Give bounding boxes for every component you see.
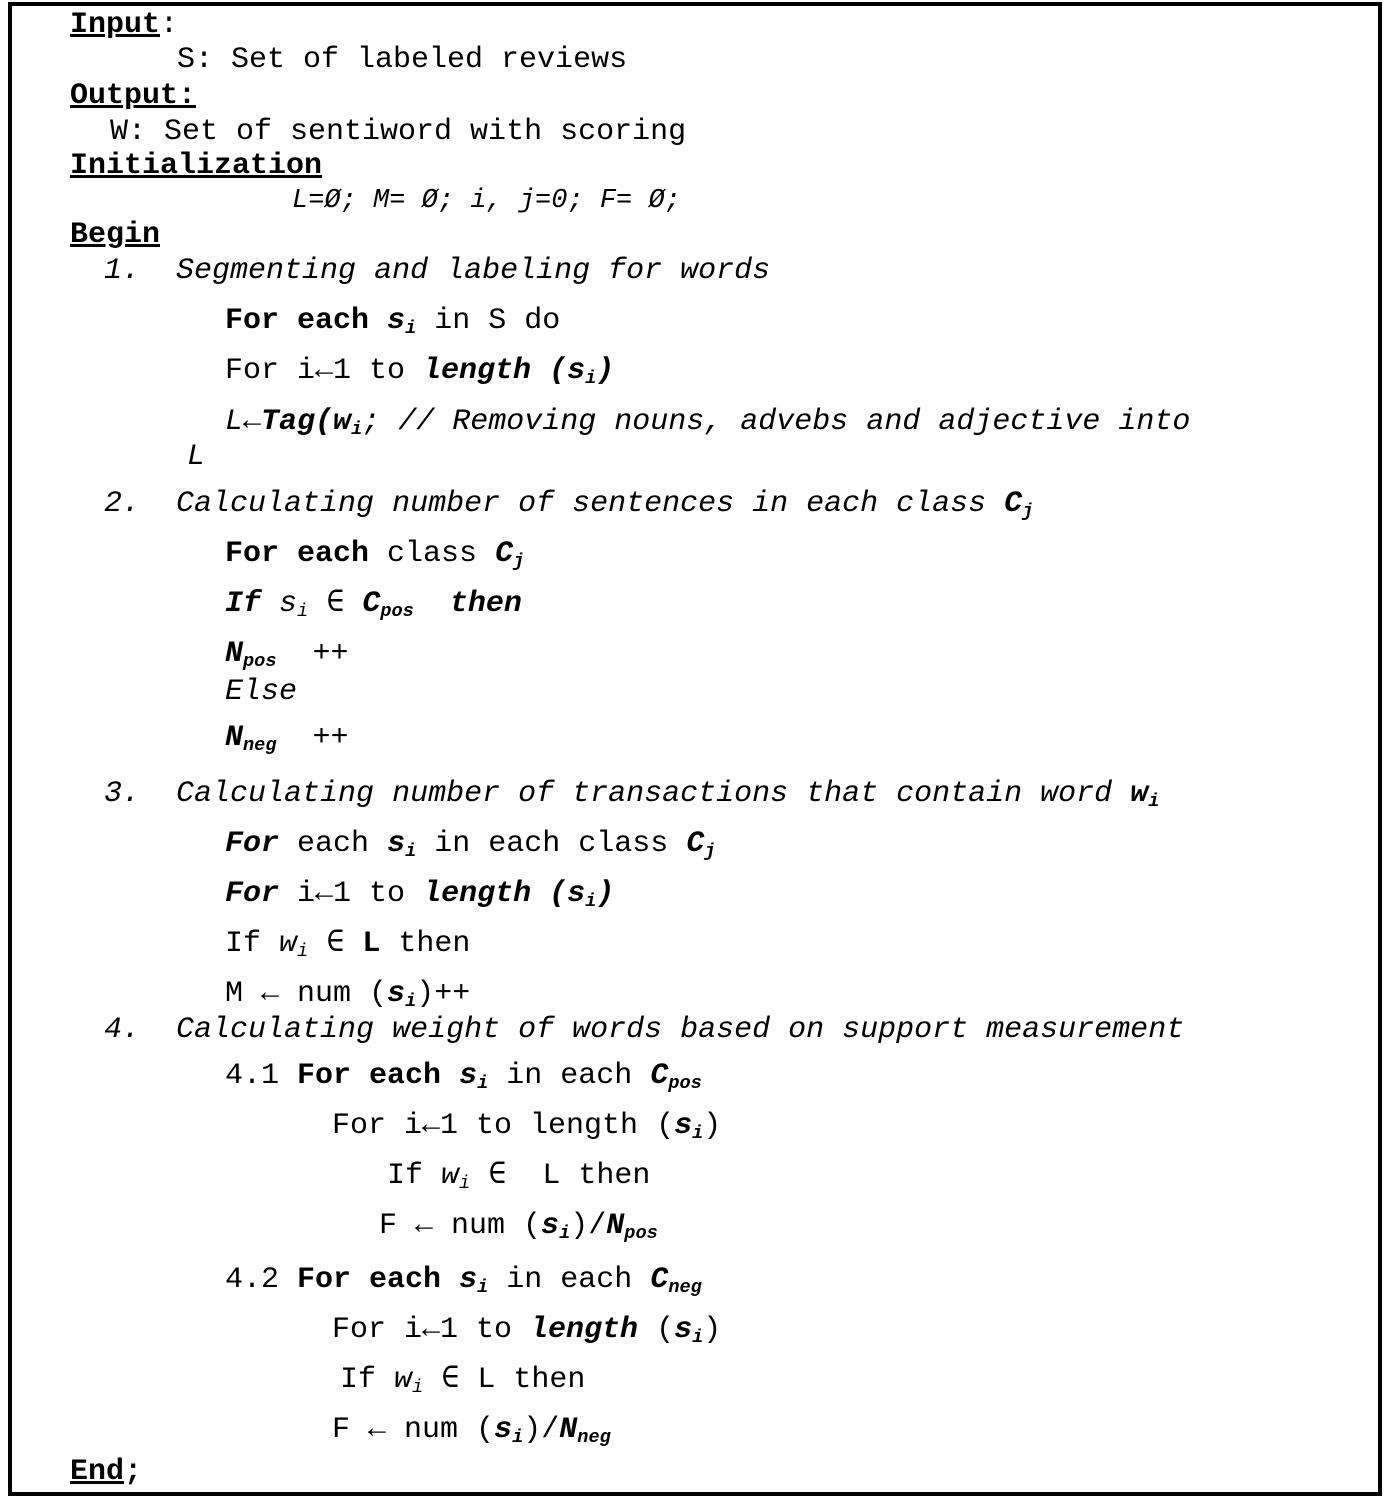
var-s-i: $s_i$ <box>387 304 417 340</box>
var-s-i: $s_i$ <box>459 1059 489 1095</box>
step-4-title: Calculating weight of words based on support measurement <box>176 1013 1185 1047</box>
var-n-pos: $N_{pos}$ <box>225 637 277 673</box>
for-i-to: For i←1 to <box>332 1313 513 1347</box>
step-4-2-number: 4.2 <box>225 1263 280 1297</box>
var-s-i: $s_i$ <box>279 587 309 623</box>
var-s-i: $s_i$ <box>387 827 417 863</box>
divide-symbol: / <box>541 1413 560 1447</box>
tag-comment: ; // Removing nouns, advebs and adjective into <box>362 405 1191 439</box>
then-keyword: then <box>578 1159 651 1193</box>
var-n-pos: $N_{pos}$ <box>606 1209 658 1245</box>
class-keyword: class <box>387 537 478 571</box>
var-s-i: $s_i$ <box>541 1209 571 1245</box>
for-each-keyword: For each <box>297 1059 442 1093</box>
step-2-line-3 <box>225 637 349 679</box>
step-3-line-4: M ← num $(s_i)++$ <box>225 977 471 1013</box>
then-keyword: then <box>449 587 522 621</box>
var-c-j: $C_j$ <box>1004 487 1034 523</box>
step-3 <box>104 777 1159 819</box>
step-4-1 <box>225 1059 702 1101</box>
step-4-2-line-3 <box>340 1363 585 1405</box>
var-w-i: $w_i$ <box>1130 777 1160 813</box>
if-keyword: If <box>225 927 262 961</box>
output-value: W: Set of sentiword with scoring <box>110 115 687 149</box>
for-each-keyword: For each <box>225 537 370 571</box>
step-3-number: 3. <box>104 777 141 811</box>
end-semicolon: ; <box>124 1455 143 1489</box>
var-s-i: $s_i$ <box>674 1313 704 1349</box>
var-c-pos: $C_{pos}$ <box>650 1059 702 1095</box>
set-l: L <box>542 1159 561 1193</box>
var-n-neg: $N_{neg}$ <box>225 721 277 757</box>
f-assign-num: F ← num <box>379 1209 506 1243</box>
var-s-i: $s_i$ <box>494 1413 524 1449</box>
for-keyword: For <box>225 877 280 911</box>
in-each-class: in each class <box>434 827 669 861</box>
var-s-i: $s_i$ <box>387 977 417 1013</box>
element-of-symbol: ∈ <box>441 1363 460 1397</box>
var-w-i: $w_i$ <box>441 1159 471 1195</box>
end-label: End <box>70 1455 125 1489</box>
var-c-j: $C_j$ <box>686 827 716 863</box>
step-2-line-5 <box>225 721 349 763</box>
set-l: L <box>477 1363 496 1397</box>
tag-function: Tag <box>261 405 316 439</box>
step-3-line-2: For i←1 to length $(s_i)$ <box>225 877 615 913</box>
input-label: Input <box>70 8 161 42</box>
step-2-line-4: Else <box>225 675 298 709</box>
each-word: each <box>297 827 370 861</box>
var-s-i: $s_i$ <box>567 877 597 913</box>
if-keyword: If <box>340 1363 377 1397</box>
in-each: in each <box>506 1263 633 1297</box>
step-2-line-2 <box>225 587 522 629</box>
step-1-line-1 <box>225 304 560 346</box>
in-s-do: in S do <box>434 304 561 338</box>
step-3-line-1 <box>225 827 716 869</box>
step-1-line-3: $L\leftarrow Tag(w_i$; // Removing nouns, advebs and adjective into <box>225 405 1191 441</box>
step-4-1-line-3 <box>387 1159 650 1201</box>
then-keyword: then <box>513 1363 586 1397</box>
for-i-to: For i←1 to <box>332 1109 513 1143</box>
f-assign-num: F ← num <box>332 1413 459 1447</box>
var-c-neg: $C_{neg}$ <box>650 1263 702 1299</box>
in-each: in each <box>506 1059 633 1093</box>
step-4-1-line-4: F ← num $(s_i)/N_{pos}$ <box>379 1209 658 1245</box>
for-each-keyword: For each <box>297 1263 442 1297</box>
var-s-i: $s_i$ <box>567 354 597 390</box>
element-of-symbol: ∈ <box>488 1159 507 1193</box>
step-4 <box>104 1013 1184 1047</box>
step-2 <box>104 487 1033 529</box>
initialization-value: L=Ø; M= Ø; i, j=0; F= Ø; <box>292 186 681 216</box>
m-assign-num: M ← num <box>225 977 352 1011</box>
then-keyword: then <box>398 927 471 961</box>
begin-label: Begin <box>70 218 161 252</box>
increment-operator: ++ <box>434 977 471 1011</box>
divide-symbol: / <box>588 1209 607 1243</box>
length-word: length <box>530 1109 639 1143</box>
step-1 <box>104 254 770 288</box>
var-w-i: $w_i$ <box>333 405 363 441</box>
step-2-number: 2. <box>104 487 141 521</box>
input-value: S: Set of labeled reviews <box>177 43 628 77</box>
step-4-1-line-2: For i←1 to length $(s_i)$ <box>332 1109 722 1145</box>
step-1-line-2: For i←1 to length $(s_i)$ <box>225 354 615 390</box>
end-line <box>70 1455 142 1489</box>
increment-operator: ++ <box>312 637 349 671</box>
element-of-symbol: ∈ <box>326 927 345 961</box>
var-c-pos: $C_{pos}$ <box>362 587 414 623</box>
length-keyword: length <box>423 877 532 911</box>
if-keyword: If <box>225 587 262 621</box>
for-keyword: For <box>225 827 280 861</box>
algorithm-box <box>8 2 1382 1496</box>
var-w-i: $w_i$ <box>279 927 309 963</box>
set-l: L <box>362 927 381 961</box>
var-w-i: $w_i$ <box>394 1363 424 1399</box>
if-keyword: If <box>387 1159 424 1193</box>
step-4-2-line-2: For i←1 to length $(s_i)$ <box>332 1313 722 1349</box>
length-keyword: length <box>530 1313 639 1347</box>
step-1-line-3-wrap: L <box>187 440 206 474</box>
l-arrow: L← <box>225 405 262 439</box>
step-2-title: Calculating number of sentences in each class <box>176 487 1005 521</box>
output-label: Output: <box>70 79 197 113</box>
step-4-1-number: 4.1 <box>225 1059 280 1093</box>
input-colon: : <box>160 8 179 42</box>
input-heading <box>70 8 178 42</box>
var-c-j: $C_j$ <box>495 537 525 573</box>
step-3-line-3 <box>225 927 470 969</box>
for-each-keyword: For each <box>225 304 370 338</box>
step-4-number: 4. <box>104 1013 141 1047</box>
step-3-title: Calculating number of transactions that contain word <box>176 777 1131 811</box>
element-of-symbol: ∈ <box>326 587 345 621</box>
step-1-number: 1. <box>104 254 141 288</box>
var-s-i: $s_i$ <box>674 1109 704 1145</box>
length-keyword: length <box>423 354 532 388</box>
initialization-label: Initialization <box>70 149 323 183</box>
step-2-line-1 <box>225 537 524 579</box>
step-1-title: Segmenting and labeling for words <box>176 254 771 288</box>
for-i-to: For i←1 to <box>225 354 406 388</box>
var-n-neg: $N_{neg}$ <box>559 1413 611 1449</box>
increment-operator: ++ <box>312 721 349 755</box>
step-4-2 <box>225 1263 702 1305</box>
step-4-2-line-4: F ← num $(s_i)/N_{neg}$ <box>332 1413 611 1449</box>
var-s-i: $s_i$ <box>459 1263 489 1299</box>
